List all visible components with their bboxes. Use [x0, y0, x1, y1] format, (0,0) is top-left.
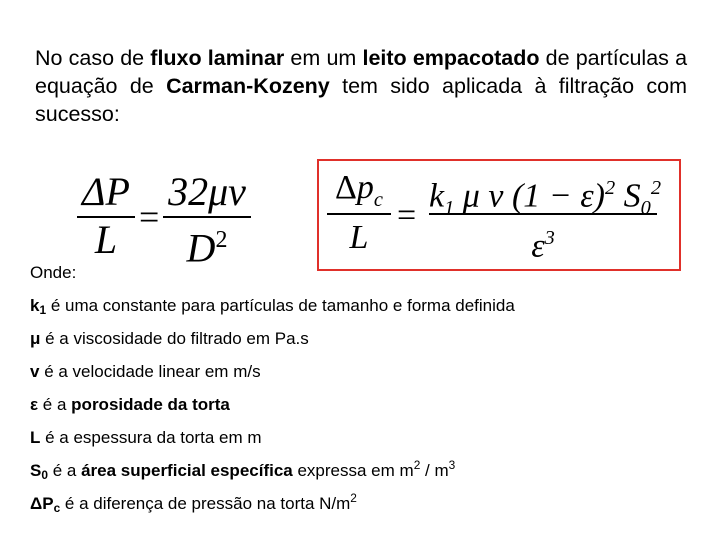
- k1-subscript: 1: [39, 303, 47, 317]
- definition-L: [30, 427, 690, 449]
- delta-pc-symbol: ΔP: [30, 494, 54, 513]
- intro-bold-leito-empacotado: leito empacotado: [362, 46, 540, 70]
- eq1-left-denominator: L: [94, 217, 118, 262]
- eq2-mid-term: μ v (1 − ε): [454, 177, 605, 215]
- eq2-right-numerator: [429, 169, 662, 220]
- v-text: é a velocidade linear em m/s: [39, 362, 261, 381]
- eq1-right-denominator: [161, 218, 253, 271]
- L-text: é a espessura da torta em m: [40, 428, 262, 447]
- eq2-k-subscript: 1: [444, 197, 455, 220]
- intro-text-4: tem sido aplicada à filtração com sucesso:: [35, 74, 687, 126]
- eq2-mid-exponent: 2: [604, 177, 616, 199]
- eq2-epsilon-symbol: ε: [531, 227, 545, 265]
- mu-symbol: μ: [30, 329, 41, 348]
- intro-bold-carman-kozeny: Carman-Kozeny: [166, 74, 330, 98]
- eq2-k-symbol: k: [429, 177, 445, 215]
- eq1-d-exponent: 2: [215, 227, 228, 253]
- delta-pc-text: é a diferença de pressão na torta N/m: [60, 494, 351, 513]
- s0-sup-1: 2: [413, 458, 421, 472]
- v-symbol: v: [30, 362, 40, 381]
- intro-text-3: de partículas a equação de: [35, 46, 688, 98]
- eq1-right-numerator: 32μv: [168, 169, 246, 214]
- eq2-epsilon-exponent: 3: [544, 227, 555, 249]
- definitions-list: [30, 262, 690, 526]
- definition-epsilon: [30, 394, 690, 416]
- definition-k1: [30, 295, 690, 317]
- eq1-equals-sign: =: [139, 197, 160, 237]
- s0-subscript: 0: [41, 468, 48, 482]
- delta-pc-subscript: c: [53, 501, 61, 515]
- s0-bold-text: área superficial específica: [81, 461, 293, 480]
- intro-text-2: em um: [284, 46, 363, 70]
- definition-delta-pc: [30, 493, 690, 515]
- eq1-d-symbol: D: [186, 225, 216, 271]
- eq1-left-numerator: ΔP: [82, 169, 130, 214]
- eq2-p-symbol: p: [356, 169, 374, 206]
- intro-text-1: No caso de: [35, 46, 151, 70]
- intro-paragraph: [35, 44, 687, 128]
- eq2-left-fraction: [327, 169, 391, 257]
- intro-bold-fluxo-laminar: fluxo laminar: [150, 46, 285, 70]
- eq2-left-denominator: L: [349, 219, 369, 256]
- eq2-p-subscript: c: [373, 188, 383, 211]
- definition-s0: [30, 460, 690, 482]
- equation-pressure-drop: [75, 169, 255, 271]
- eq2-right-denominator: [429, 215, 657, 265]
- definition-mu: [30, 328, 690, 350]
- mu-text: é a viscosidade do filtrado em Pa.s: [40, 329, 309, 348]
- epsilon-symbol: ε: [30, 395, 39, 414]
- definition-v: [30, 361, 690, 383]
- k1-symbol: k: [30, 296, 40, 315]
- epsilon-text: é a: [38, 395, 72, 414]
- eq2-s-symbol: S: [615, 177, 641, 215]
- eq2-right-fraction: [429, 169, 662, 265]
- eq2-left-numerator: [327, 169, 391, 213]
- s0-text-2: expressa em m: [292, 461, 414, 480]
- epsilon-bold-text: porosidade da torta: [71, 395, 230, 414]
- eq1-right-fraction: [161, 169, 253, 271]
- eq2-s-subscript: 0: [640, 197, 651, 220]
- eq2-s-exponent: 2: [650, 177, 662, 199]
- definitions-heading: Onde:: [30, 263, 77, 282]
- L-symbol: L: [30, 428, 41, 447]
- s0-sup-2: 3: [448, 458, 456, 472]
- eq2-delta: Δ: [335, 169, 357, 206]
- carman-kozeny-equation-box: [317, 159, 681, 271]
- eq2-equals-sign: =: [397, 197, 417, 234]
- delta-pc-sup: 2: [350, 491, 357, 505]
- eq1-left-fraction: [75, 169, 137, 264]
- s0-symbol: S: [30, 461, 42, 480]
- k1-text: é uma constante para partículas de tamanho e forma definida: [46, 296, 515, 315]
- s0-text: é a: [47, 461, 82, 480]
- s0-text-3: / m: [420, 461, 449, 480]
